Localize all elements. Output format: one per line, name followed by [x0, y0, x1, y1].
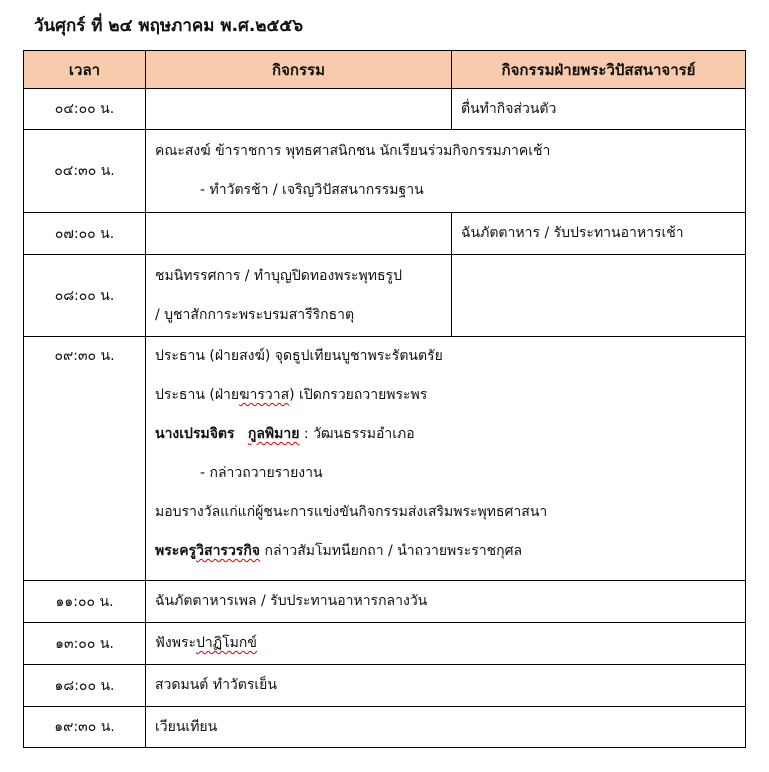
- table-row: [24, 707, 746, 748]
- text-segment: ปาฏิโมกข์: [196, 635, 257, 651]
- text-segment: : วัฒนธรรมอำเภอ: [299, 426, 415, 442]
- activity-cell: [146, 623, 746, 665]
- activity-text: [146, 624, 745, 663]
- activity-cell: [146, 130, 746, 213]
- activity-text: - กล่าวถวายรายงาน: [200, 465, 323, 481]
- table-row: [24, 89, 746, 130]
- person-name: วิสารวรกิจ: [196, 543, 261, 559]
- activity-text: สวดมนต์ ทำวัตรเย็น: [155, 677, 277, 693]
- activity-cell: [146, 665, 746, 707]
- activity-cell: [146, 213, 452, 255]
- monk-activity-cell: [452, 255, 746, 337]
- person-title: พระครู: [155, 543, 197, 559]
- text-segment: ) เปิดกรวยถวายพระพร: [289, 387, 428, 403]
- time-cell: ๑๘:๐๐ น.: [24, 665, 146, 707]
- text-segment: กล่าวสัมโมทนียกถา / นำถวายพระราชกุศล: [260, 543, 523, 559]
- activity-text: คณะสงฆ์ ข้าราชการ พุทธศาสนิกชน นักเรียนร่วมกิจกรรมภาคเช้า: [155, 143, 551, 159]
- activity-text: ชมนิทรรศการ / ทำบุญปิดทองพระพุทธรูป: [155, 267, 402, 284]
- activity-text: ฉันภัตตาหารเพล / รับประทานอาหารกลางวัน: [155, 593, 428, 609]
- monk-activity-cell: [452, 213, 746, 255]
- activity-text: / บูชาสักการะพระบรมสารีริกธาตุ: [155, 306, 355, 323]
- time-cell: ๑๑:๐๐ น.: [24, 581, 146, 623]
- table-row: [24, 130, 746, 213]
- table-row: [24, 213, 746, 255]
- activity-cell: [146, 337, 746, 581]
- activity-cell: [146, 707, 746, 748]
- activity-text: เวียนเทียน: [155, 718, 218, 735]
- activity-cell: [146, 89, 452, 130]
- table-row: [24, 255, 746, 337]
- text-segment: ฟังพระ: [155, 635, 197, 651]
- header-activity: กิจกรรม: [146, 51, 452, 89]
- time-cell: ๐๘:๐๐ น.: [24, 255, 146, 337]
- time-text: ๐๙:๓๐ น.: [54, 348, 115, 364]
- monk-activity-cell: [452, 89, 746, 130]
- person-surname: กูลพิมาย: [247, 426, 300, 442]
- time-cell: [24, 337, 146, 581]
- table-row: [24, 581, 746, 623]
- activity-text: [155, 415, 745, 454]
- time-cell: ๐๔:๐๐ น.: [24, 89, 146, 130]
- schedule-table: [23, 50, 746, 748]
- activity-text: ฉันภัตตาหาร / รับประทานอาหารเช้า: [461, 225, 684, 241]
- activity-text: [155, 376, 745, 415]
- activity-text: มอบรางวัลแก่แก่ผู้ชนะการแข่งขันกิจกรรมส่งเสริมพระพุทธศาสนา: [155, 504, 548, 520]
- activity-text: ตื่นทำกิจส่วนตัว: [461, 100, 557, 117]
- text-segment: ประธาน (ฝ่าย: [155, 387, 240, 403]
- table-row: [24, 337, 746, 581]
- time-cell: ๐๔:๓๐ น.: [24, 130, 146, 213]
- activity-text: [155, 532, 745, 571]
- header-row: [24, 51, 746, 89]
- time-cell: ๑๙:๓๐ น.: [24, 707, 146, 748]
- page-title: วันศุกร์ ที่ ๒๔ พฤษภาคม พ.ศ.๒๕๕๖: [34, 16, 304, 36]
- text-segment: ฆารวาส: [239, 387, 290, 403]
- activity-cell: [146, 581, 746, 623]
- header-time: เวลา: [24, 51, 146, 89]
- time-cell: ๐๗:๐๐ น.: [24, 213, 146, 255]
- activity-cell: [146, 255, 452, 337]
- table-row: [24, 665, 746, 707]
- activity-text: - ทำวัตรช้า / เจริญวิปัสสนากรรมฐาน: [200, 182, 424, 198]
- header-monk-activity: กิจกรรมฝ่ายพระวิปัสสนาจารย์: [452, 51, 746, 89]
- table-row: [24, 623, 746, 665]
- time-cell: ๑๓:๐๐ น.: [24, 623, 146, 665]
- person-name: นางเปรมจิตร: [155, 426, 235, 442]
- activity-text: ประธาน (ฝ่ายสงฆ์) จุดธูปเทียนบูชาพระรัตนตรัย: [155, 348, 443, 364]
